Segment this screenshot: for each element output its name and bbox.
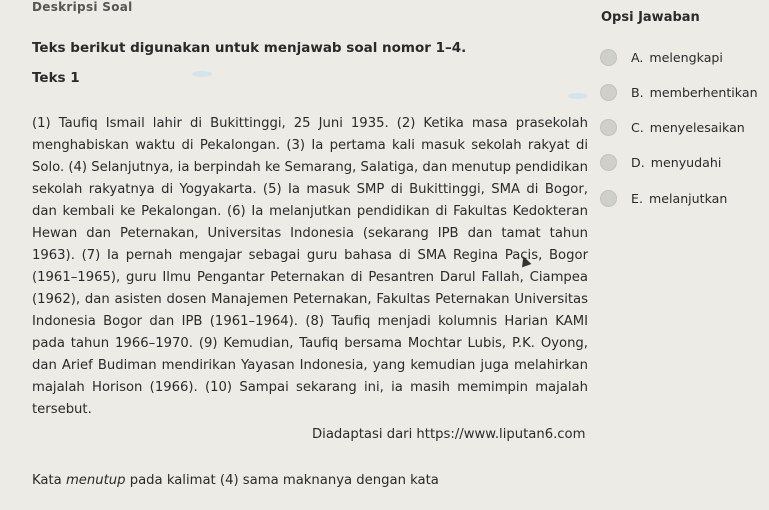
decorative-mark — [192, 71, 212, 77]
option-label: melanjutkan — [648, 190, 728, 206]
option-letter: A. — [631, 49, 644, 65]
description-title: Deskripsi Soal — [32, 0, 133, 14]
radio-icon[interactable] — [600, 49, 617, 66]
radio-icon[interactable] — [600, 154, 617, 171]
radio-icon[interactable] — [600, 84, 617, 101]
question-text — [32, 473, 439, 488]
option-b[interactable] — [600, 81, 758, 103]
answers-title: Opsi Jawaban — [601, 10, 700, 25]
option-letter: E. — [631, 190, 643, 206]
option-label: menyelesaikan — [649, 119, 745, 135]
question-prefix: Kata — [32, 473, 66, 488]
option-label: memberhentikan — [649, 84, 758, 100]
option-a[interactable] — [600, 46, 723, 68]
radio-icon[interactable] — [600, 119, 617, 136]
option-label: melengkapi — [649, 49, 723, 65]
option-e[interactable] — [600, 187, 727, 209]
text-label: Teks 1 — [32, 70, 80, 86]
option-c[interactable] — [600, 116, 745, 138]
option-letter: D. — [631, 154, 645, 170]
option-letter: C. — [631, 119, 644, 135]
option-letter: B. — [631, 84, 644, 100]
source-text: Diadaptasi dari https://www.liputan6.com — [312, 427, 586, 442]
radio-icon[interactable] — [600, 190, 617, 207]
question-term: menutup — [65, 473, 126, 488]
question-suffix: pada kalimat (4) sama maknanya dengan kata — [125, 473, 439, 488]
option-label: menyudahi — [650, 154, 722, 170]
option-d[interactable] — [600, 151, 721, 173]
passage-text: (1) Taufiq Ismail lahir di Bukittinggi, 25 Juni 1935. (2) Ketika masa prasekolah menghabiskan waktu di Pekalongan. (3) Ia pertama kali masuk sekolah rakyat di Solo. (4) Selanjutnya, ia berpindah ke Semarang, Salatiga, dan menutup pendidikan sekolah rakyatnya di Yogyakarta. (5) Ia masuk SMP di Bukittinggi, SMA di Bogor, dan kembali ke Pekalongan. (6) Ia melanjutkan pendidikan di Fakultas Kedokteran Hewan dan Peternakan, Universitas Indonesia (sekarang IPB dan tamat tahun 1963). (7) Ia pernah mengajar sebagai guru bahasa di SMA Regina Pacis, Bogor (1961–1965), guru Ilmu Pengantar Peternakan di Pesantren Darul Fallah, Ciampea (1962), dan asisten dosen Manajemen Peternakan, Fakultas Peternakan Universitas Indonesia Bogor dan IPB (1961–1964). (8) Taufiq menjadi kolumnis Harian KAMI pada tahun 1966–1970. (9) Kemudian, Taufiq bersama Mochtar Lubis, P.K. Oyong, dan Arief Budiman mendirikan Yayasan Indonesia, yang kemudian juga melahirkan majalah Horison (1966). (10) Sampai sekarang ini, ia masih memimpin majalah tersebut. — [32, 116, 588, 417]
decorative-mark — [568, 93, 588, 99]
intro-text: Teks berikut digunakan untuk menjawab soal nomor 1–4. — [32, 40, 467, 56]
